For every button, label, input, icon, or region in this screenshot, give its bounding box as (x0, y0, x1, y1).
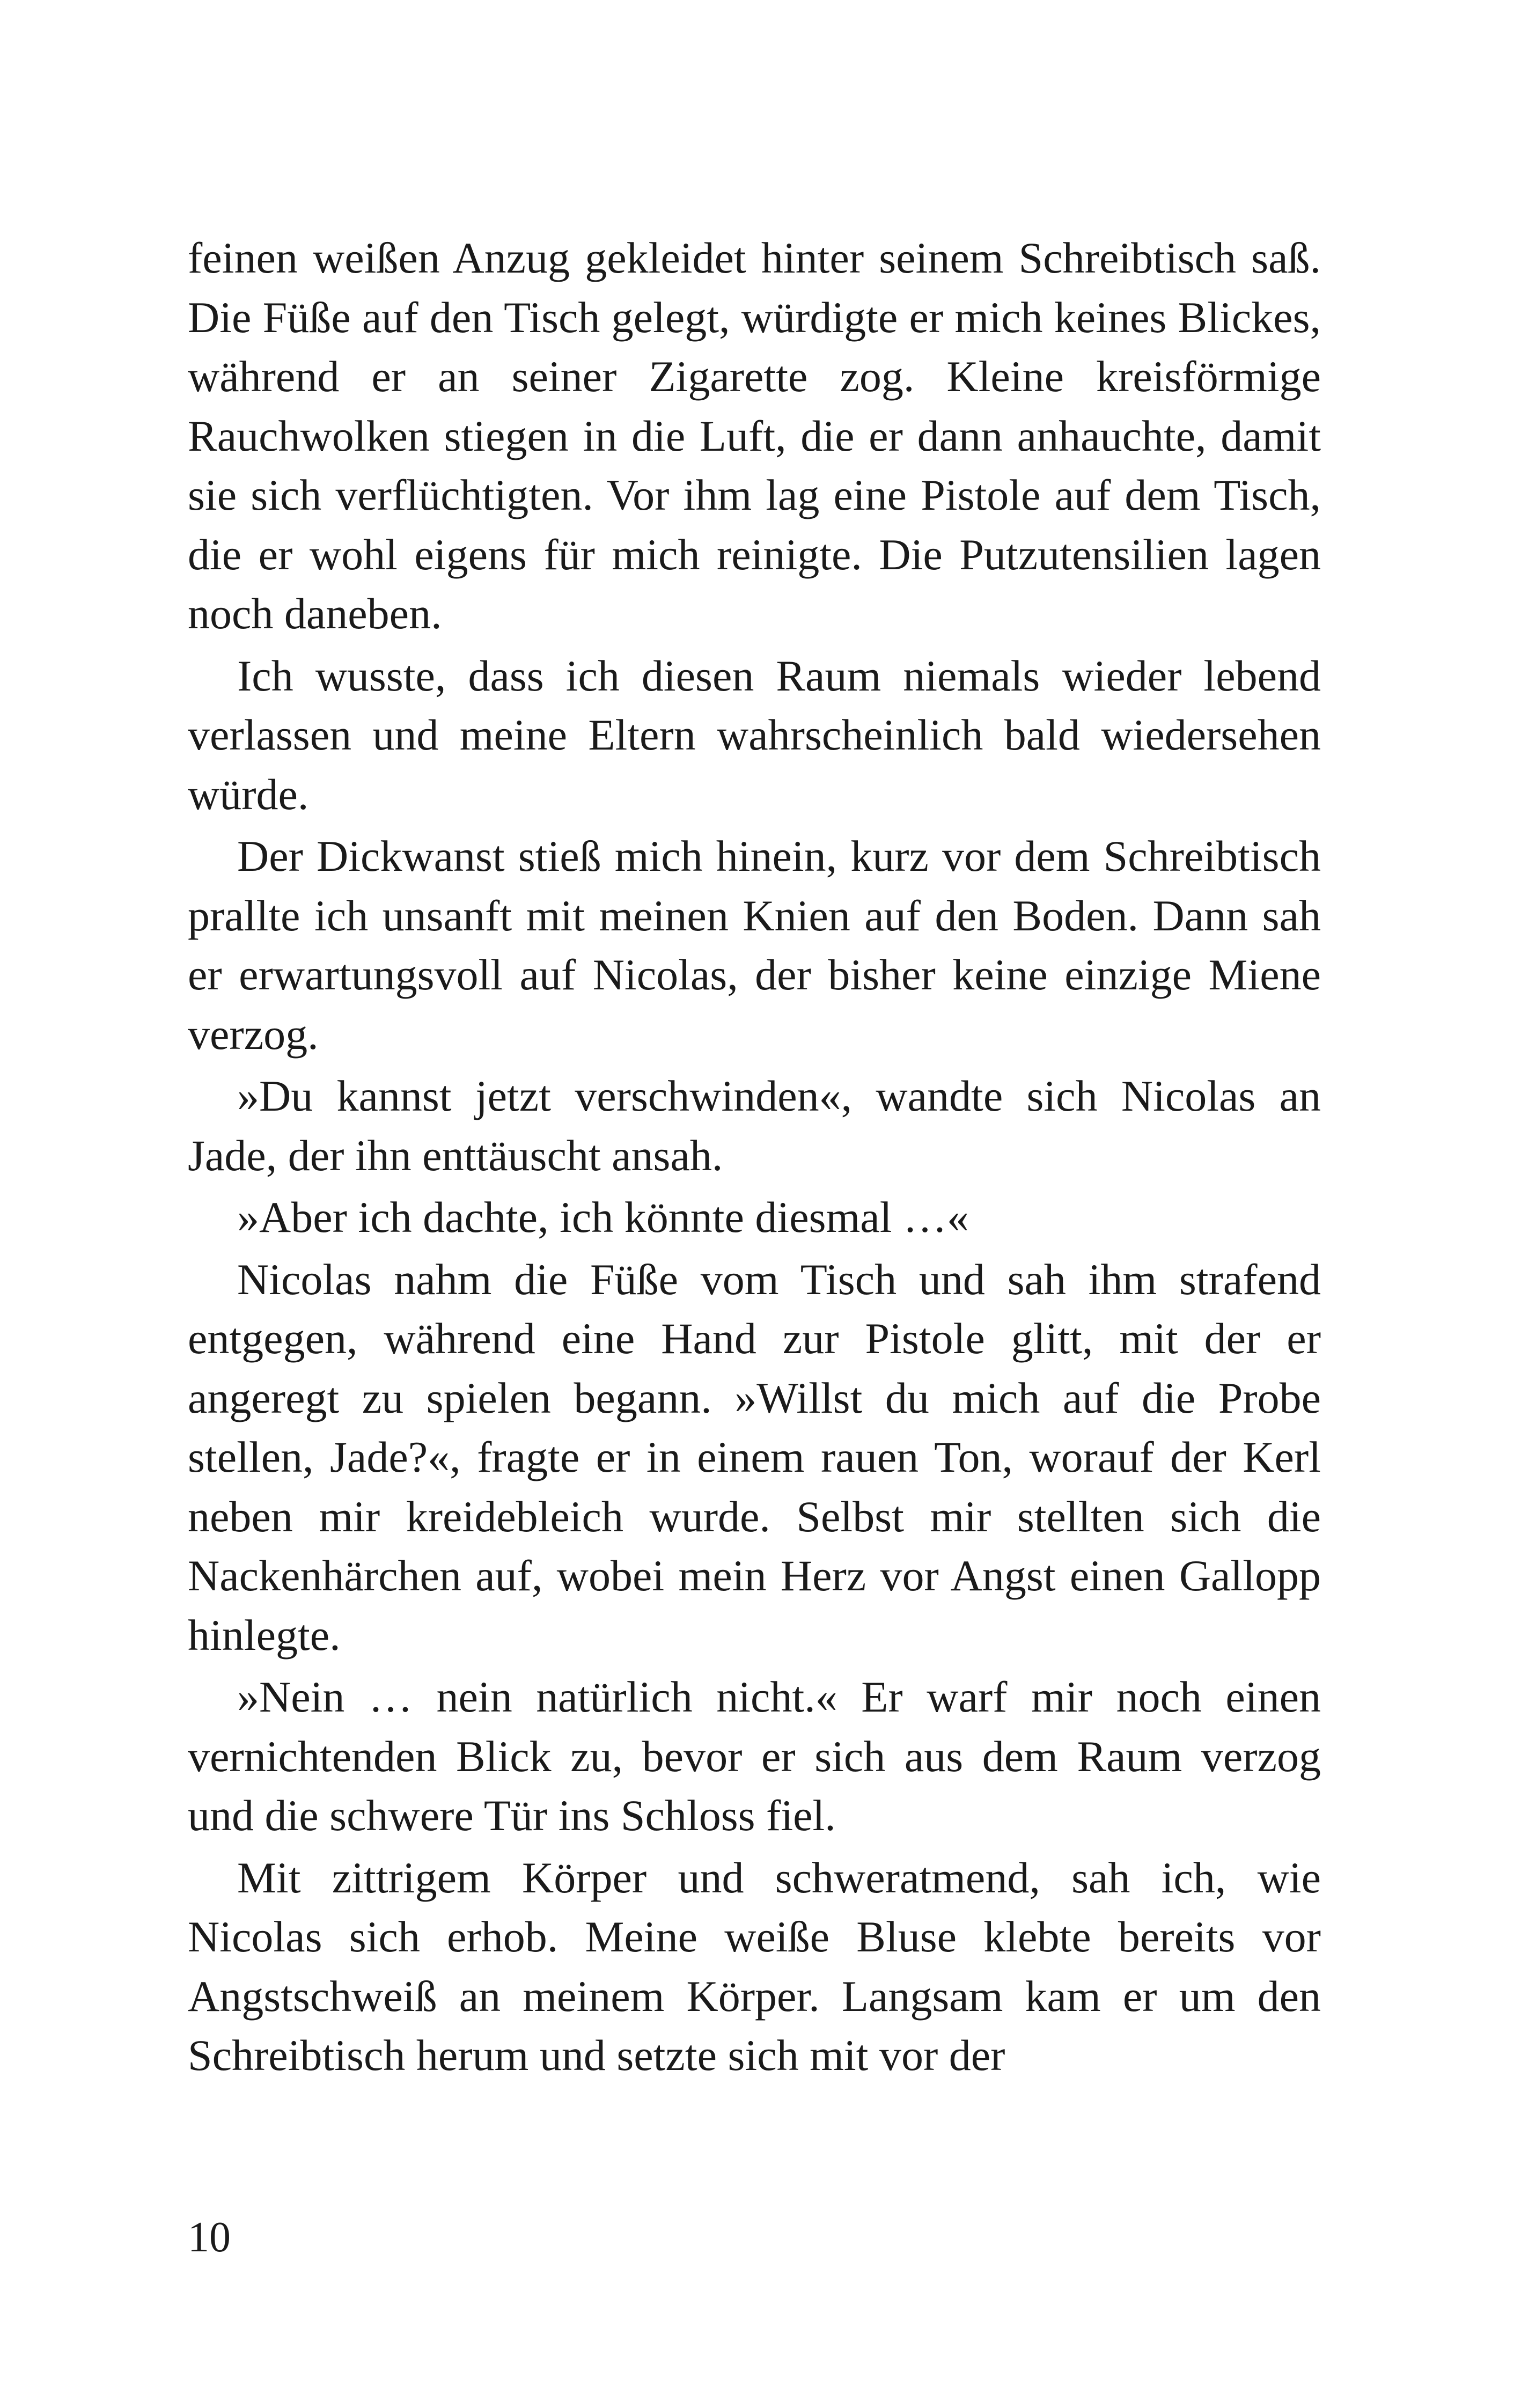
paragraph-1: feinen weißen Anzug gekleidet hinter seinem Schreibtisch saß. Die Füße auf den Tisch gelegt, würdigte er mich keines Blickes, während er an seiner Zigarette zog. Kleine kreisförmige Rauchwolken stiegen in die Luft, die er dann anhauchte, damit sie sich verflüchtigten. Vor ihm lag eine Pistole auf dem Tisch, die er wohl eigens für mich reinigte. Die Putzutensilien lagen noch daneben. (188, 233, 1321, 638)
paragraph-8: Mit zittrigem Körper und schweratmend, sah ich, wie Nicolas sich erhob. Meine weiße Bluse klebte bereits vor Angstschweiß an meinem Körper. Langsam kam er um den Schreibtisch herum und setzte sich mit vor der (188, 1853, 1321, 2080)
paragraph-7: »Nein … nein natürlich nicht.« Er warf mir noch einen vernichtenden Blick zu, bevor er sich aus dem Raum verzog und die schwere Tür ins Schloss fiel. (188, 1672, 1321, 1840)
paragraph-6: Nicolas nahm die Füße vom Tisch und sah ihm strafend entgegen, während eine Hand zur Pistole glitt, mit der er angeregt zu spielen begann. »Willst du mich auf die Probe stellen, Jade?«, fragte er in einem rauen Ton, worauf der Kerl neben mir kreidebleich wurde. Selbst mir stellten sich die Nackenhärchen auf, wobei mein Herz vor Angst einen Gallopp hinlegte. (188, 1254, 1321, 1660)
paragraph-2: Ich wusste, dass ich diesen Raum niemals wieder lebend verlassen und meine Eltern wahrscheinlich bald wiedersehen würde. (188, 651, 1321, 819)
body-text (188, 229, 1321, 2088)
page-number: 10 (188, 2214, 231, 2261)
paragraph-4: »Du kannst jetzt verschwinden«, wandte sich Nicolas an Jade, der ihn enttäuscht ansah. (188, 1071, 1321, 1180)
paragraph-5: »Aber ich dachte, ich könnte diesmal …« (237, 1193, 969, 1242)
paragraph-3: Der Dickwanst stieß mich hinein, kurz vor dem Schreibtisch prallte ich unsanft mit meinen Knien auf den Boden. Dann sah er erwartungsvoll auf Nicolas, der bisher keine einzige Miene verzog. (188, 832, 1321, 1059)
